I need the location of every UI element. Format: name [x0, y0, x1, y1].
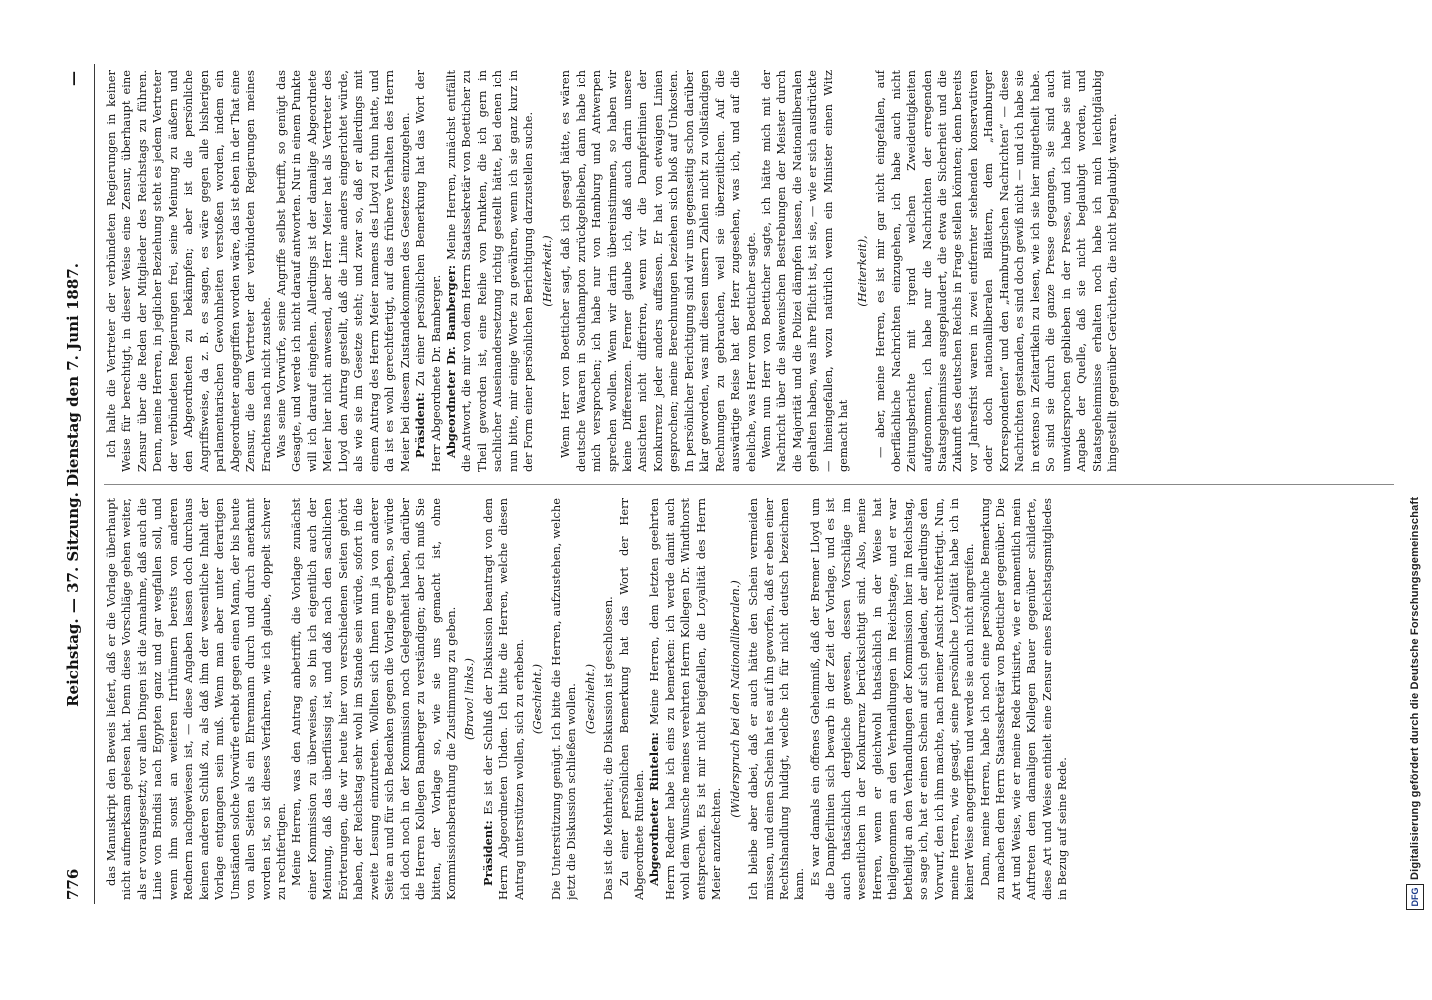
paragraph — [549, 498, 580, 900]
paragraph — [558, 70, 759, 472]
paragraph-text: Wenn Herr von Boetticher sagt, daß ich gesagt hätte, es wären deutsche Waaren in Southampton zurückgeblieben, dann habe ich mich versprochen; ich habe nur von Hamburg und Antwerpen sprechen wollen. Wenn wir darin übereinstimmen, so haben wir keine Differenzen. Ferner glaube ich, daß auch darin unsere Ansichten nicht differiren, wenn wir die Dampferlinien der Konkurrenz jeder anders auffassen. Er hat von etwaigen Linien gesprochen; meine Berechnungen beziehen sich bloß auf Unkosten. In persönlicher Berichtigung sind wir uns gegenseitig schon darüber klar geworden, was mit diesen unsern Zahlen nicht zu vollständigen Rechnungen zu gebrauchen, weil sie überzeitlichen. Auf die auswärtige Reise hat der Herr zugesehen, was ich, und auf die eheliche, was Herr vom Boetticher sagte. — [558, 70, 758, 472]
paragraph — [746, 498, 808, 900]
paragraph-text: Die Unterstützung genügt. Ich bitte die Herren, aufzustehen, welche jetzt die Diskussion schließen wollen. — [548, 498, 579, 900]
header-end-mark: — — [64, 70, 82, 86]
header-rule — [94, 64, 95, 904]
interjection — [583, 498, 598, 900]
paragraph — [274, 70, 413, 472]
paragraph — [481, 498, 527, 900]
right-column — [104, 70, 1402, 472]
paragraph-text: Meine Herren, dem letzten geehrten Herrn Redner habe ich eins zu bemerken: ich werde damit auch wohl dem Wunsche meines verehrten Herrn Kollegen Dr. Windthorst entsprechen. Es ist mir nicht beigefallen, die Loyalität des Herrn Meier anzufechten. — [647, 498, 724, 900]
paragraph-text: (Heiterkeit.) — [539, 235, 554, 307]
left-column — [104, 498, 1402, 900]
page-number: 776 — [64, 868, 82, 900]
paragraph — [289, 498, 459, 900]
speaker-name: Abgeordneter Rintelen: — [647, 732, 662, 886]
interjection — [462, 498, 477, 900]
running-title: Reichstag. — 37. Sitzung. Dienstag den 7. Juni 1887. — [64, 263, 82, 707]
interjection — [728, 498, 743, 900]
paragraph-text: Dann, meine Herren, habe ich noch eine persönliche Bemerkung zu machen dem Herrn Staatssekretär von Boetticher gegenüber. Die Art und Weise, wie er meine Rede kritisirte, wie er namentlich mein Auftreten dem damaligen Kollegen Bauer gegenüber schilderte, diese Art und Weise enthielt eine Zensur eines Reichstagsmitgliedes in Bezug auf seine Rede. — [977, 498, 1070, 900]
paragraph-text: Es ist der Schluß der Diskussion beantragt von dem Herrn Abgeordneten Uhden. Ich bitte die Herren, welche diesen Antrag unterstützen wollen, sich zu erheben. — [480, 498, 526, 900]
interjection — [855, 70, 870, 472]
paragraph — [104, 498, 289, 900]
paragraph-text: Was seine Vorwürfe, seine Angriffe selbst betrifft, so genügt das Gesagte, und werde ich nicht darauf antworten. Nur in einem Punkte will ich darauf eingehen. Allerdings ist der damalige Abgeordnete Meier hier nicht anwesend, aber Herr Meier hat als Vertreter des Lloyd den Antrag gestellt, daß die Linie anders eingerichtet würde, als wie sie im Gesetze steht; und zwar so, daß er allerdings mit einem Antrag des Herrn Meier namens des Lloyd zu thun hatte, und da ist es wohl gerechtfertigt, auf das frühere Verhalten des Herrn Meier bei diesem Zustandekommen des Gesetzes einzugehen. — [273, 70, 412, 472]
dfg-logo-icon: DFG — [1406, 884, 1424, 910]
paragraph-text: — aber, meine Herren, es ist mir gar nicht eingefallen, auf oberflächliche Nachrichten einzugehen, ich habe auch nicht Zeitungsberichte mit irgend welchen Zweideutigkeiten aufgenommen, ich habe nur die Nachrichten der erregenden Staatsgeheimnisse ausgeplaudert, die etwa die Sicherheit und die Zukunft des deutschen Reichs in Frage stellen könnten; denn bereits vor Jahresfrist waren in zwei entfernter stehenden konservativen oder doch nationalliberalen Blättern, dem „Hamburger Korrespondenten“ und den „Hamburgischen Nachrichten“ — diese Nachrichten gestanden, es sind doch gewiß nicht — und ich habe sie in extenso in Zeitartikeln zu lesen, wie ich sie hier mitgetheilt habe. So sind sie durch die ganze Presse gegangen, sie sind auch unwidersprochen geblieben in der Presse, und ich habe sie mit Angabe der Quelle, daß sie nicht beglaubigt worden, und Staatsgeheimnisse erhalten noch habe ich mich leichtgläubig hingestellt gegenüber Gerüchten, die nicht beglaubigt waren. — [873, 70, 1119, 472]
paragraph-text: Zu einer persönlichen Bemerkung hat das Wort der Herr Abgeordnete Rintelen. — [616, 498, 646, 900]
paragraph — [413, 70, 444, 472]
paragraph-text: Ich halte die Vertreter der verbündeten Regierungen in keiner Weise für berechtigt, in dieser Weise eine Zensur, überhaupt eine Zensur über die Reden der Mitglieder des Reichstags zu führen. Denn, meine Herren, in jeglicher Beziehung steht es jedem Vertreter der verbündeten Regierungen frei, seine Meinung zu äußern und den Abgeordneten zu bekämpfen; aber ist die persönliche Angriffsweise, da z. B. es sagen, es wäre gegen alle bisherigen parlamentarischen Gewohnheiten verstoßen worden, indem ein Abgeordneter angegriffen worden wäre, das ist eben in der That eine Zensur, die dem Vertreter der verbündeten Regierungen meines Erachtens nach nicht zustehe. — [104, 70, 273, 472]
page-header — [62, 70, 92, 900]
paragraph-text: (Geschieht.) — [582, 663, 597, 735]
paragraph-text: (Geschieht.) — [530, 663, 545, 735]
paragraph — [978, 498, 1071, 900]
paragraph — [808, 498, 978, 900]
paragraph-text: Es war damals ein offenes Geheimniß, daß der Bremer Lloyd um die Dampferlinien sich bewarb in der Zeit der Vorlage, und es ist auch thatsächlich dergleiche gewesen, dessen Vorschläge im wesentlichen in der Konkurrenz berücksichtigt sind. Also, meine Herren, wenn er gleichwohl thatsächlich in der Weise hat theilgenommen an den Verhandlungen im Reichstage, und er war betheiligt an den Verhandlungen der Kommission hier im Reichstag, so sage ich, hat er einen Schein auf sich geladen, der allerdings den Vorwurf, den ich ihm machte, nach meiner Ansicht rechtfertigt. Nun, meine Herren, wie gesagt, seine persönliche Loyalität habe ich in keiner Weise angegriffen und werde sie auch nicht angreifen. — [807, 498, 977, 900]
paragraph-text: (Bravo! links.) — [462, 658, 477, 740]
paragraph-text: Wenn nun Herr von Boetticher sagte, ich hätte mich mit der Nachricht über die slawenischen Bestrebungen der Meister durch die Majorität und die Polizei dämpfen lassen, die Nationalliberalen gehalten haben, was ihre Pflicht ist, ist sie, — wie er sich ausdrückte — hineingefallen, wozu natürlich wenn ein Minister einen Witz gemacht hat — [759, 70, 851, 472]
paragraph-text: Das ist die Mehrheit; die Diskussion ist geschlossen. — [601, 596, 616, 900]
paragraph — [601, 498, 616, 900]
paragraph-text: Zu einer persönlichen Bemerkung hat das Wort der Herr Abgeordnete Dr. Bamberger. — [413, 70, 443, 472]
paragraph — [444, 70, 537, 472]
speaker-name: Abgeordneter Dr. Bamberger: — [443, 264, 458, 458]
interjection — [540, 70, 555, 472]
paragraph-text: Meine Herren, zunächst entfällt die Antwort, die mir von dem Herrn Staatssekretär von Boetticher zu Theil geworden ist, eine Reihe von Punkten, die ich gern in sachlicher Auseinandersetzung richtig gestellt hätte, bei denen ich nun bitte, mir einige Worte zu gewähren, wenn ich sie ganz kurz in der Form einer persönlichen Berichtigung darzustellen suche. — [443, 70, 536, 472]
paragraph-text: Ich bleibe aber dabei, daß er auch hätte den Schein vermeiden müssen, und einen Schein hat es auf ihn geworfen, daß er eben einer Rechtshandlung huldigt, welche ich für nicht deutsch bezeichnen kann. — [746, 498, 807, 900]
paragraph-text: das Manuskript den Beweis liefert, daß er die Vorlage überhaupt nicht aufmerksam gelesen hat. Denn diese Vorschläge gehen weiter, als er vorausgesetzt; vor allen Dingen ist die Annahme, daß auch die Linie von Brindisi nach Egypten ganz und gar wegfallen soll, und wenn ihm sonst an weiteren Irrthümern bereits von anderen Rednern nachgewiesen ist, — diese Angaben lassen doch durchaus keinen anderen Schluß zu, als daß ihm der wesentliche Inhalt der Vorlage entgangen sein muß. Wenn man aber unter derartigen Umständen solche Vorwürfe erhebt gegen einen Mann, der bis heute von allen Seiten als ein Ehrenmann durch und durch anerkannt worden ist, so ist dieses Verfahren, wie ich glaube, doppelt schwer zu rechtfertigen. — [104, 498, 288, 900]
speaker-name: Präsident: — [480, 820, 495, 886]
paragraph — [104, 70, 274, 472]
paragraph-text: Meine Herren, was den Antrag anbetrifft, die Vorlage zunächst einer Kommission zu überweisen, so bin ich eigentlich auch der Meinung, daß das überflüssig ist, und daß nach den sachlichen Erörterungen, die wir heute hier von verschiedenen Seiten gehört haben, der Reichstag sehr wohl im Stande sein würde, sofort in die zweite Lesung einzutreten. Wollten sich Ihnen nun ja von anderer Seite an und für sich Bedenken gegen die Vorlage ergeben, so würde ich doch noch in der Kommission noch Gelegenheit haben, darüber die Herren Kollegen Bamberger zu verständigen; aber ich muß Sie bitten, der Vorlage so, wie sie uns gemacht ist, ohne Kommissionsberathung die Zustimmung zu geben. — [289, 498, 458, 900]
paragraph — [759, 70, 852, 472]
digitization-credit: Digitalisierung gefördert durch die Deutsche Forschungsgemeinschaft — [1409, 496, 1421, 880]
paragraph — [617, 498, 648, 900]
paragraph — [873, 70, 1120, 472]
paragraph-text: (Heiterkeit), — [854, 235, 869, 307]
column-divider — [104, 484, 1394, 485]
paragraph — [647, 498, 724, 900]
speaker-name: Präsident: — [413, 392, 428, 458]
paragraph-text: (Widerspruch bei den Nationalliberalen.) — [727, 580, 742, 818]
interjection — [530, 498, 545, 900]
